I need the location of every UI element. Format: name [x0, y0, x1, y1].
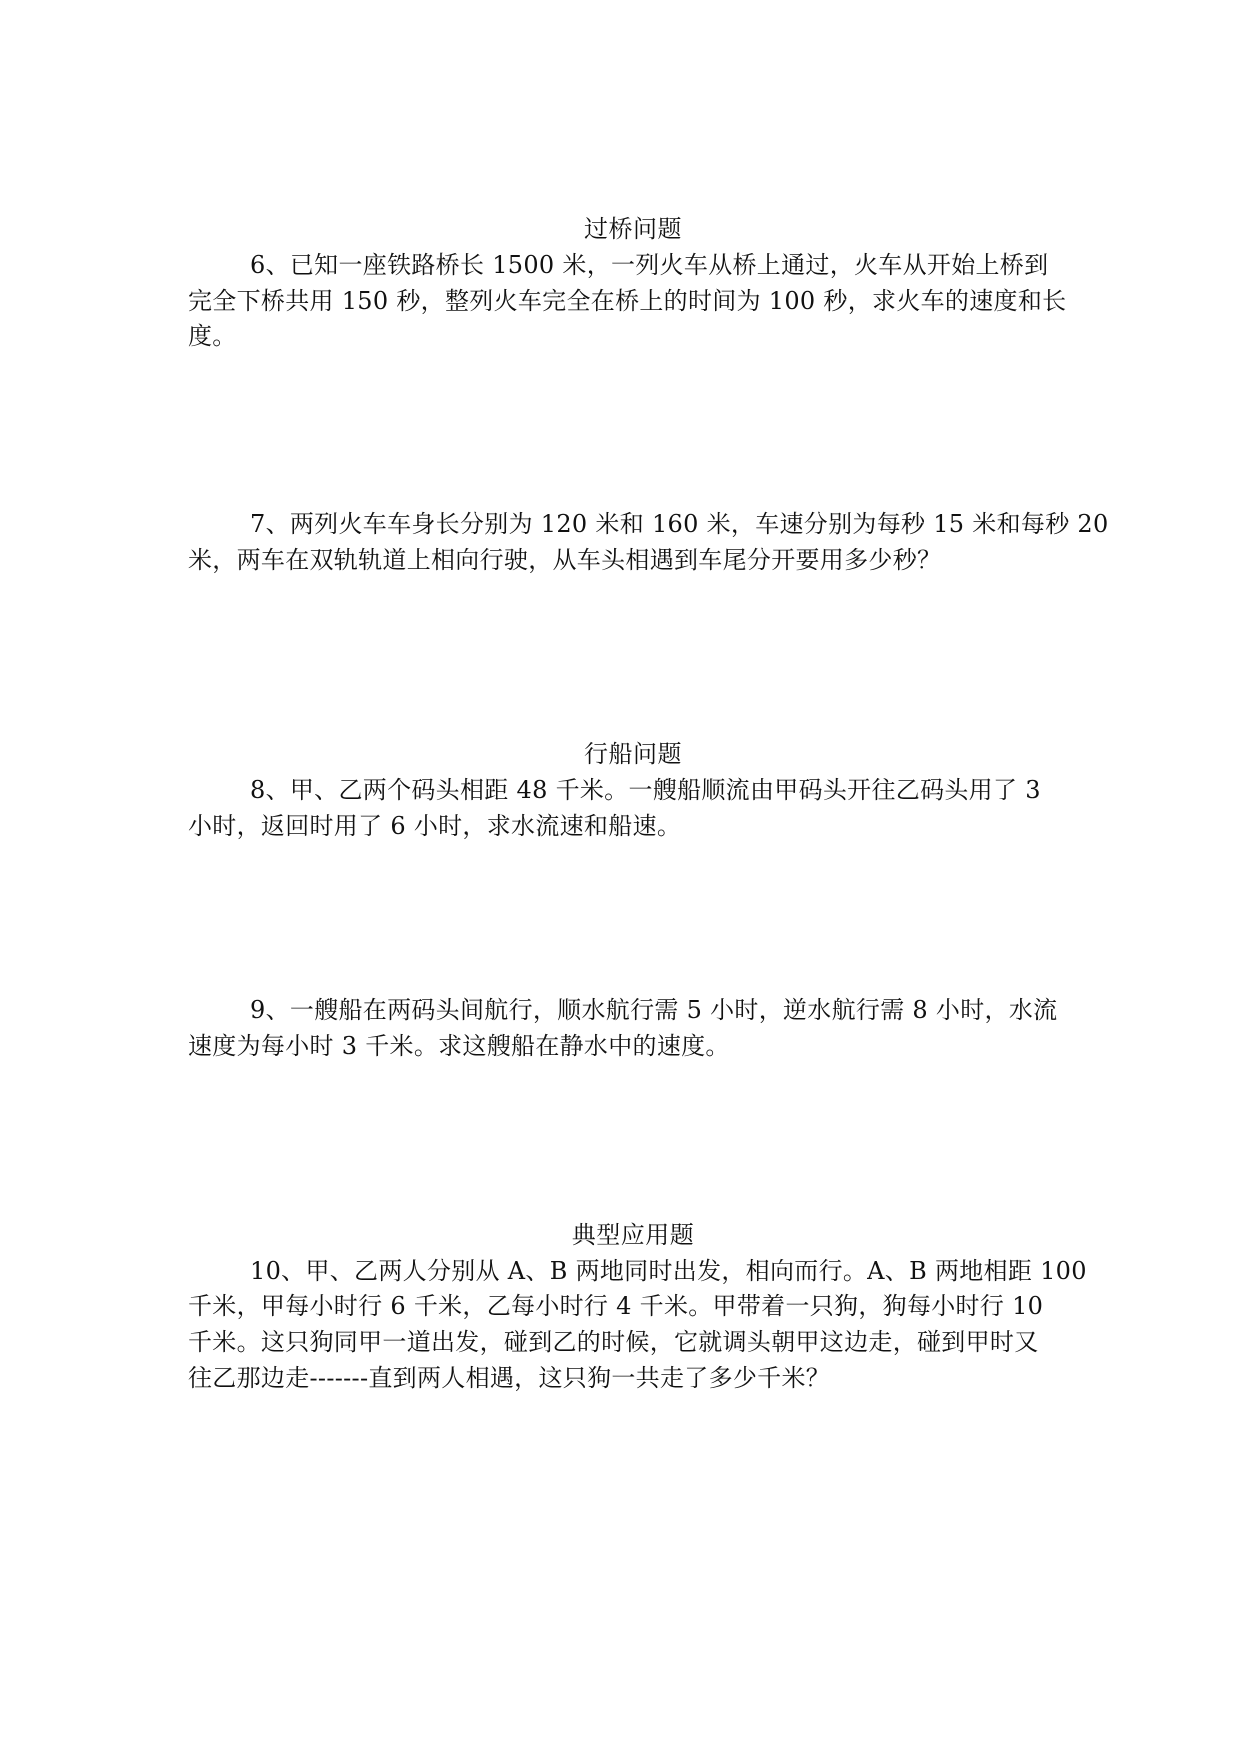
question-10-line-3: 千米。这只狗同甲一道出发，碰到乙的时候，它就调头朝甲这边走，碰到甲时又	[188, 1328, 1039, 1356]
question-6-line-2: 完全下桥共用 150 秒，整列火车完全在桥上的时间为 100 秒，求火车的速度和长	[188, 287, 1067, 315]
question-8-line-1: 8、甲、乙两个码头相距 48 千米。一艘船顺流由甲码头开往乙码头用了 3	[250, 776, 1041, 804]
question-9-line-2: 速度为每小时 3 千米。求这艘船在静水中的速度。	[188, 1032, 730, 1060]
question-8-line-2: 小时，返回时用了 6 小时，求水流速和船速。	[188, 812, 682, 840]
question-10-line-2: 千米，甲每小时行 6 千米，乙每小时行 4 千米。甲带着一只狗，狗每小时行 10	[188, 1292, 1044, 1320]
question-9-line-1: 9、一艘船在两码头间航行，顺水航行需 5 小时，逆水航行需 8 小时，水流	[250, 996, 1058, 1024]
question-7-line-1: 7、两列火车车身长分别为 120 米和 160 米，车速分别为每秒 15 米和每秒 20	[250, 510, 1109, 538]
question-6-line-3: 度。	[188, 322, 237, 350]
section-heading-boat: 行船问题	[584, 740, 682, 768]
section-heading-typical: 典型应用题	[571, 1221, 695, 1249]
question-6-line-1: 6、已知一座铁路桥长 1500 米，一列火车从桥上通过，火车从开始上桥到	[250, 251, 1049, 279]
section-heading-bridge: 过桥问题	[584, 215, 682, 243]
question-10-line-4: 往乙那边走-------直到两人相遇，这只狗一共走了多少千米？	[188, 1364, 831, 1392]
question-7-line-2: 米，两车在双轨轨道上相向行驶，从车头相遇到车尾分开要用多少秒？	[188, 546, 942, 574]
question-10-line-1: 10、甲、乙两人分别从 A、B 两地同时出发，相向而行。A、B 两地相距 100	[250, 1257, 1087, 1285]
